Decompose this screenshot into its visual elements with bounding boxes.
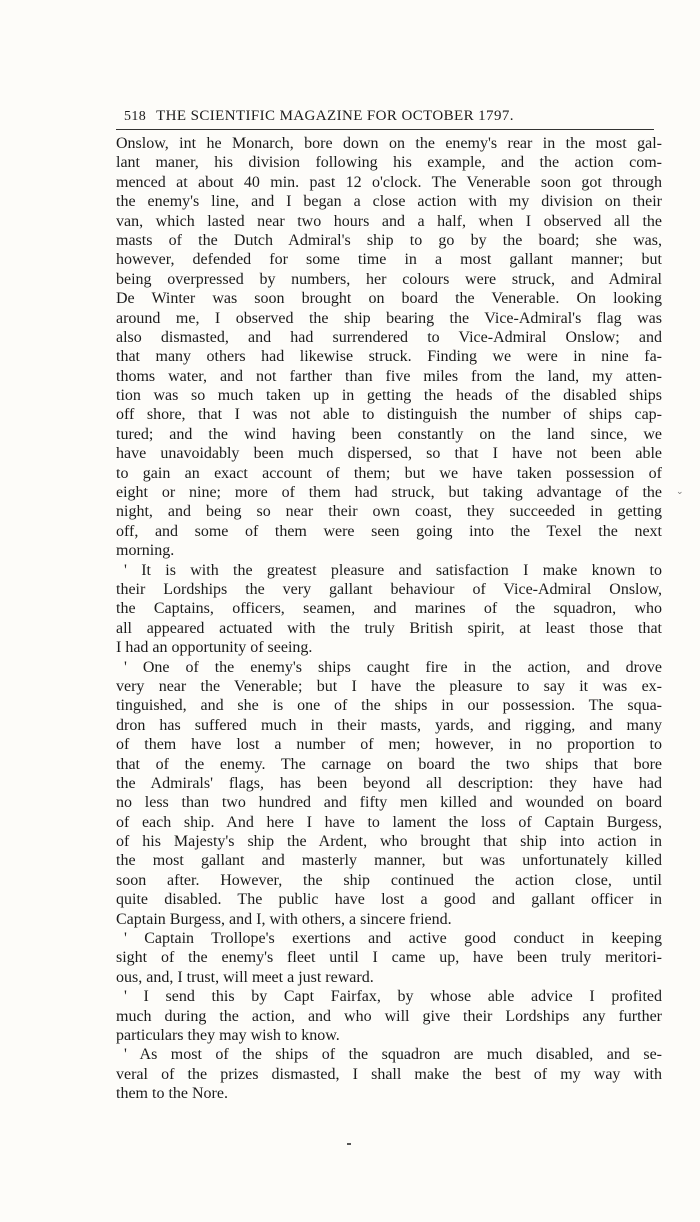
text-line: have unavoidably been much dispersed, so that I have not been able <box>116 445 662 463</box>
text-line: also dismasted, and had surrendered to Vice-Admiral Onslow; and <box>116 328 662 346</box>
text-line: night, and being so near their own coast, they succeeded in getting <box>116 503 662 521</box>
text-line: no less than two hundred and fifty men killed and wounded on board <box>116 794 662 812</box>
text-line: veral of the prizes dismasted, I shall make the best of my way with <box>116 1065 662 1083</box>
text-line: menced at about 40 min. past 12 o'clock. The Venerable soon got through <box>116 173 662 191</box>
text-line: the enemy's line, and I began a close action with my division on their <box>116 193 662 211</box>
paragraph-start-line: ' I send this by Capt Fairfax, by whose able advice I profited <box>124 988 662 1006</box>
running-header <box>124 108 654 128</box>
text-line: being overpressed by numbers, her colours were struck, and Admiral <box>116 270 662 288</box>
text-line: very near the Venerable; but I have the pleasure to say it was ex- <box>116 677 662 695</box>
text-line: eight or nine; more of them had struck, but taking advantage of the <box>116 484 662 502</box>
header-rule <box>116 129 654 130</box>
text-line: to gain an exact account of them; but we have taken possession of <box>116 464 662 482</box>
text-line: of them have lost a number of men; however, in no proportion to <box>116 736 662 754</box>
running-title: THE SCIENTIFIC MAGAZINE FOR OCTOBER 1797. <box>156 108 514 124</box>
text-line: the most gallant and masterly manner, but was unfortunately killed <box>116 852 662 870</box>
text-line: Onslow, int he Monarch, bore down on the enemy's rear in the most gal- <box>116 135 662 152</box>
text-line: masts of the Dutch Admiral's ship to go by the board; she was, <box>116 231 662 249</box>
text-line: that many others had likewise struck. Finding we were in nine fa- <box>116 348 662 366</box>
paragraph-end-line: particulars they may wish to know. <box>116 1026 340 1044</box>
text-line: dron has suffered much in their masts, yards, and rigging, and many <box>116 716 662 734</box>
text-line: the Admirals' flags, has been beyond all description: they have had <box>116 774 662 792</box>
paragraph-end-line: morning. <box>116 542 175 560</box>
text-line: tured; and the wind having been constantly on the land since, we <box>116 425 662 443</box>
text-line: off, and some of them were seen going into the Texel the next <box>116 522 662 540</box>
text-line: the Captains, officers, seamen, and marines of the squadron, who <box>116 600 662 618</box>
page-number: 518 <box>124 109 147 124</box>
paragraph-end-line: them to the Nore. <box>116 1085 228 1103</box>
text-line: tion was so much taken up in getting the heads of the disabled ships <box>116 387 662 405</box>
text-line: around me, I observed the ship bearing the Vice-Admiral's flag was <box>116 309 662 327</box>
text-line: their Lordships the very gallant behaviour of Vice-Admiral Onslow, <box>116 580 662 598</box>
text-line: quite disabled. The public have lost a good and gallant officer in <box>116 891 662 909</box>
text-line: off shore, that I was not able to distinguish the number of ships cap- <box>116 406 662 424</box>
paragraph-start-line: ' Captain Trollope's exertions and active good conduct in keeping <box>124 930 662 948</box>
paragraph-end-line: ous, and, I trust, will meet a just reward. <box>116 968 374 986</box>
paragraph-start-line: ' One of the enemy's ships caught fire in the action, and drove <box>124 658 662 676</box>
article-body <box>116 134 662 1104</box>
text-line: soon after. However, the ship continued the action close, until <box>116 871 662 889</box>
text-line: tinguished, and she is one of the ships in our possession. The squa- <box>116 697 662 715</box>
text-line: much during the action, and who will give their Lordships any further <box>116 1007 662 1025</box>
paragraph-end-line: Captain Burgess, and I, with others, a sincere friend. <box>116 910 452 928</box>
text-line: van, which lasted near two hours and a half, when I observed all the <box>116 212 662 230</box>
text-line: sight of the enemy's fleet until I came up, have been truly meritori- <box>116 949 662 967</box>
text-line: that of the enemy. The carnage on board the two ships that bore <box>116 755 662 773</box>
text-line: lant maner, his division following his example, and the action com- <box>116 154 662 172</box>
text-line: of his Majesty's ship the Ardent, who brought that ship into action in <box>116 833 662 851</box>
paragraph-start-line: ' It is with the greatest pleasure and satisfaction I make known to <box>124 561 662 579</box>
text-line: however, defended for some time in a most gallant manner; but <box>116 251 662 269</box>
text-line: of each ship. And here I have to lament the loss of Captain Burgess, <box>116 813 662 831</box>
paragraph-start-line: ' As most of the ships of the squadron are much disabled, and se- <box>124 1046 662 1064</box>
text-line: De Winter was soon brought on board the Venerable. On looking <box>116 290 662 308</box>
text-line: thoms water, and not farther than five miles from the land, my atten- <box>116 367 662 385</box>
ink-speck <box>347 1143 351 1145</box>
paragraph-end-line: I had an opportunity of seeing. <box>116 639 313 657</box>
margin-speck: ⌄ <box>676 486 684 496</box>
text-line: all appeared actuated with the truly British spirit, at least those that <box>116 619 662 637</box>
